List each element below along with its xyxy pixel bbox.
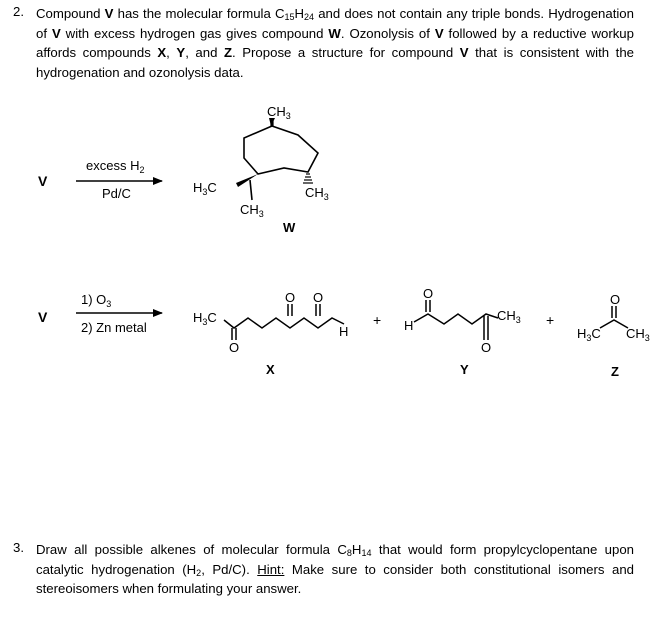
- z-ch3: $CH_3$: [626, 326, 650, 343]
- z-oxygen: O: [610, 292, 621, 307]
- x-h3c: $H_3C$: [193, 310, 217, 327]
- w-ch3-bottom: $CH_3$: [240, 202, 264, 219]
- ozonolysis-scheme: [38, 286, 650, 379]
- y-aldehyde-h: H: [404, 318, 414, 333]
- product-w-label: W: [283, 220, 296, 235]
- y-oxygen-2: O: [481, 340, 492, 355]
- w-h3c-left: $H_3C$: [193, 180, 217, 197]
- question-2-text: Compound V has the molecular formula $C_{15}H_{24}$ and does not contain any triple bonds. Hydrogenation of V with excess hydrogen gas gives compound W. Ozonolysis of V followed by a reductive workup affords compounds X, Y, and Z. Propose a structure for compound V that is consistent with the hydrogenation and ozonolysis data.: [36, 6, 634, 80]
- hydrogenation-scheme: [38, 104, 329, 235]
- y-ch3: $CH_3$: [497, 308, 521, 325]
- reactant-v-label: V: [38, 173, 48, 189]
- x-oxygen-1: O: [229, 340, 240, 355]
- z-h3c: $H_3C$: [577, 326, 601, 343]
- x-aldehyde-h: H: [339, 324, 349, 339]
- question-2-number: 2.: [13, 4, 24, 19]
- x-oxygen-3: O: [313, 290, 324, 305]
- compound-z-structure: [600, 306, 628, 328]
- reagent-excess-h2: excess $H_2$: [86, 158, 145, 175]
- compound-x-structure: [224, 304, 344, 340]
- product-y-label: Y: [460, 362, 469, 377]
- plus-sign-1: +: [373, 312, 382, 328]
- y-oxygen-1: O: [423, 286, 434, 301]
- question-3-text: Draw all possible alkenes of molecular formula $C_8H_{14}$ that would form propylcyclopentane upon catalytic hydrogenation ($H_2$, Pd/C). Hint: Make sure to consider both constitutional isomers and stereoisomers when formulating your answer.: [36, 542, 634, 596]
- compound-y-structure: [414, 300, 498, 340]
- reagent-zn-metal: 2) Zn metal: [81, 320, 147, 335]
- w-ch3-top: $CH_3$: [267, 104, 291, 121]
- reagent-ozone: 1) $O_3$: [81, 292, 112, 309]
- question-3-number: 3.: [13, 540, 24, 555]
- reactant-v-label-2: V: [38, 309, 48, 325]
- product-z-label: Z: [611, 364, 619, 379]
- x-oxygen-2: O: [285, 290, 296, 305]
- plus-sign-2: +: [546, 312, 555, 328]
- reagent-pd-c: Pd/C: [102, 186, 131, 201]
- w-ch3-right: $CH_3$: [305, 185, 329, 202]
- product-x-label: X: [266, 362, 275, 377]
